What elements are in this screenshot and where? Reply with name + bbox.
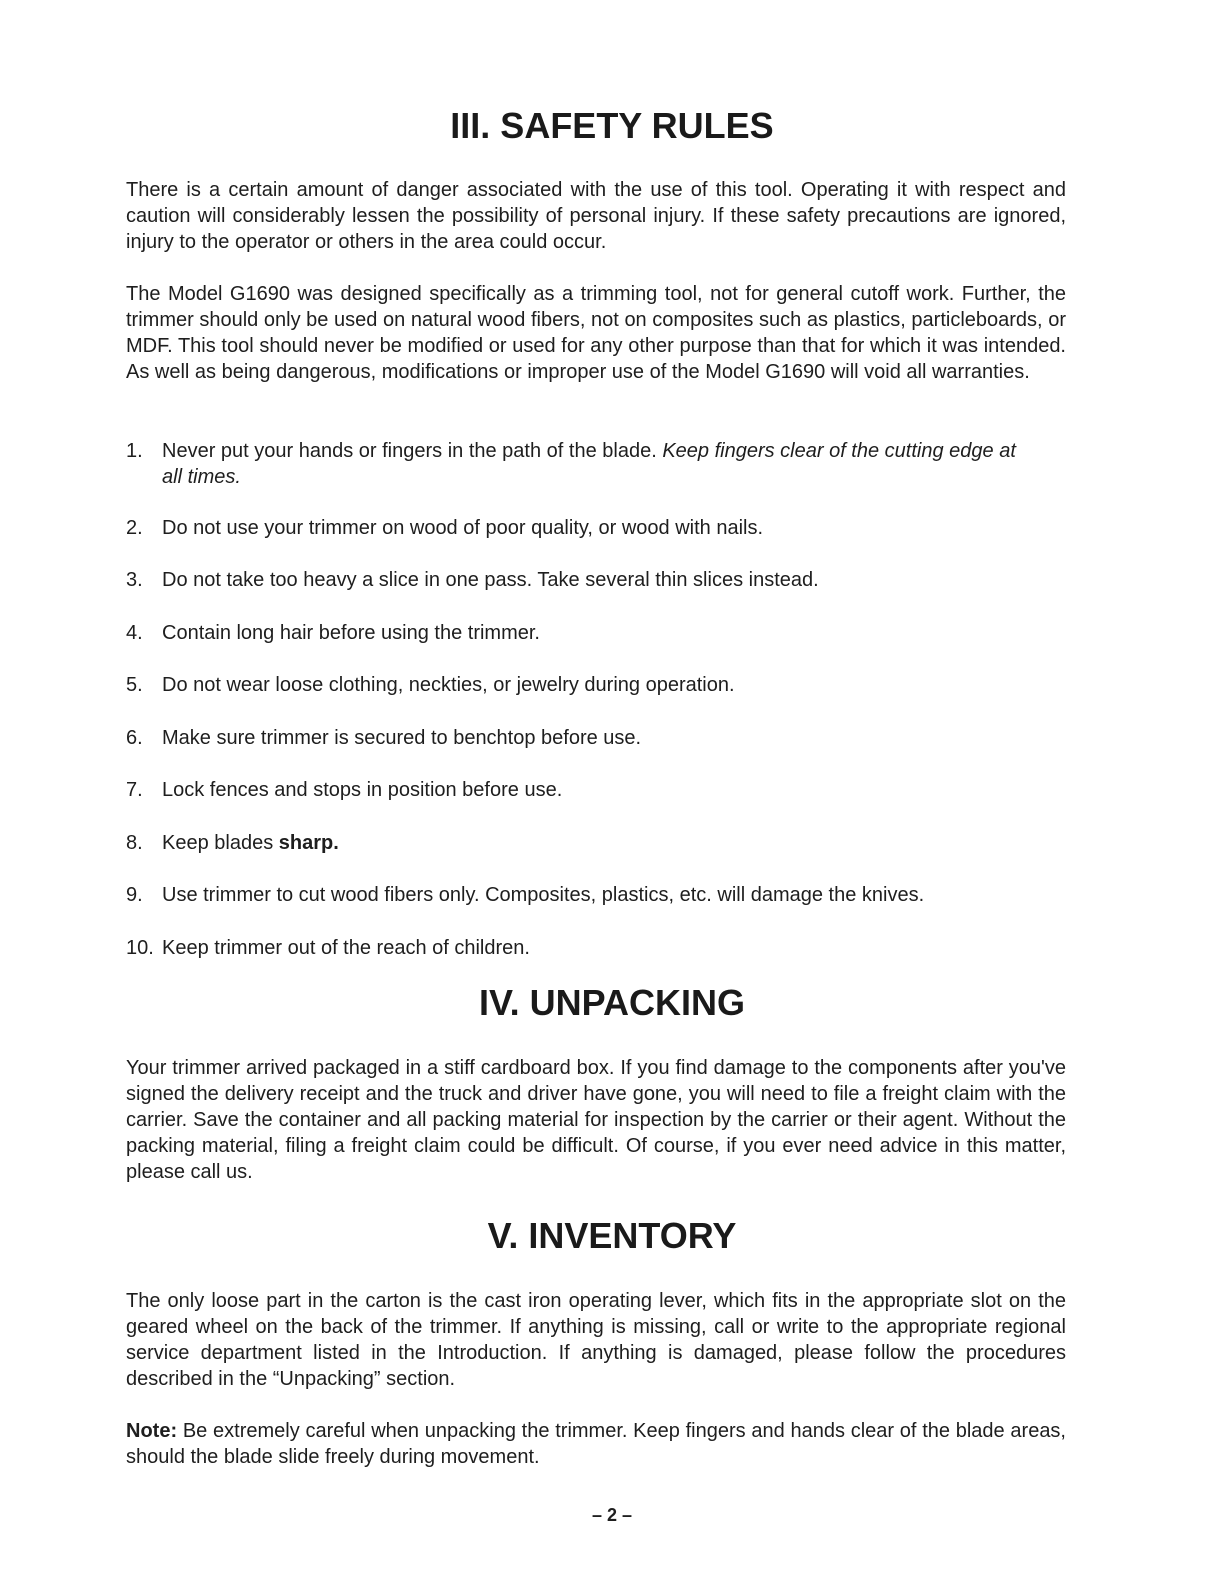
inventory-paragraph: The only loose part in the carton is the cast iron operating lever, which fits in the appropriate slot on the geared wheel on the back of the trimmer. If anything is missing, call or write to the appropriate regional service department listed in the Introduction. If anything is damaged, please follow the procedures described in the “Unpacking” section.	[126, 1290, 1066, 1390]
safety-intro-paragraph: There is a certain amount of danger associated with the use of this tool. Operating it with respect and caution will considerably lessen the possibility of personal injury. If these safety precautions are ignored, injury to the operator or others in the area could occur.	[126, 179, 1066, 253]
safety-rule-1	[126, 438, 1066, 490]
note-text: Be extremely careful when unpacking the trimmer. Keep fingers and hands clear of the blade areas, should the blade slide freely during movement.	[126, 1420, 1066, 1468]
safety-rule-5	[126, 672, 1066, 698]
rule-text: Use trimmer to cut wood fibers only. Composites, plastics, etc. will damage the knives.	[162, 884, 925, 906]
rule-text: Lock fences and stops in position before use.	[162, 779, 563, 801]
model-usage-paragraph: The Model G1690 was designed specifically as a trimming tool, not for general cutoff work. Further, the trimmer should only be used on natural wood fibers, not on composites such as plastics, particleboards, or MDF. This tool should never be modified or used for any other purpose than that for which it was intended. As well as being dangerous, modifications or improper use of the Model G1690 will void all warranties.	[126, 283, 1066, 383]
safety-rule-6	[126, 725, 1066, 751]
rule-text-emphasis: Keep fingers clear of the cutting edge at all times.	[162, 440, 1016, 488]
rule-text-bold: sharp.	[278, 832, 339, 854]
rule-text: Do not take too heavy a slice in one pass. Take several thin slices instead.	[162, 569, 819, 591]
page-number: – 2 –	[591, 1505, 633, 1525]
rule-number: 9.	[126, 884, 143, 906]
rule-number: 7.	[126, 779, 143, 801]
rule-text	[162, 830, 1066, 856]
rule-number: 3.	[126, 569, 143, 591]
note-label: Note:	[126, 1420, 178, 1442]
rule-text	[162, 438, 1032, 490]
rule-number: 8.	[126, 832, 143, 854]
rule-text-plain: Never put your hands or fingers in the path of the blade.	[162, 440, 663, 462]
inventory-heading: V. INVENTORY	[487, 1215, 737, 1256]
safety-rules-heading: III. SAFETY RULES	[450, 105, 774, 146]
unpacking-heading: IV. UNPACKING	[478, 982, 746, 1023]
safety-rule-10	[126, 935, 1066, 961]
rule-text: Make sure trimmer is secured to benchtop before use.	[162, 727, 642, 749]
rule-text-plain: Keep blades	[162, 832, 279, 854]
rule-number: 6.	[126, 727, 143, 749]
safety-rule-3	[126, 567, 1066, 593]
safety-rule-2	[126, 515, 1066, 541]
unpacking-paragraph: Your trimmer arrived packaged in a stiff cardboard box. If you find damage to the components after you've signed the delivery receipt and the truck and driver have gone, you will need to file a freight claim with the carrier. Save the container and all packing material for inspection by the carrier or their agent. Without the packing material, filing a freight claim could be difficult. Of course, if you ever need advice in this matter, please call us.	[126, 1057, 1066, 1183]
rule-number: 10.	[126, 937, 154, 959]
rule-number: 4.	[126, 622, 143, 644]
rule-text: Contain long hair before using the trimmer.	[162, 622, 540, 644]
note-paragraph	[126, 1418, 1066, 1470]
rule-text: Keep trimmer out of the reach of children.	[162, 937, 530, 959]
rule-text: Do not wear loose clothing, neckties, or jewelry during operation.	[162, 674, 735, 696]
rule-number: 1.	[126, 440, 143, 462]
safety-rule-4	[126, 620, 1066, 646]
safety-rule-9	[126, 882, 1066, 908]
rule-text: Do not use your trimmer on wood of poor quality, or wood with nails.	[162, 517, 764, 539]
safety-rule-8	[126, 830, 1066, 856]
safety-rule-7	[126, 777, 1066, 803]
rule-number: 5.	[126, 674, 143, 696]
rule-number: 2.	[126, 517, 143, 539]
